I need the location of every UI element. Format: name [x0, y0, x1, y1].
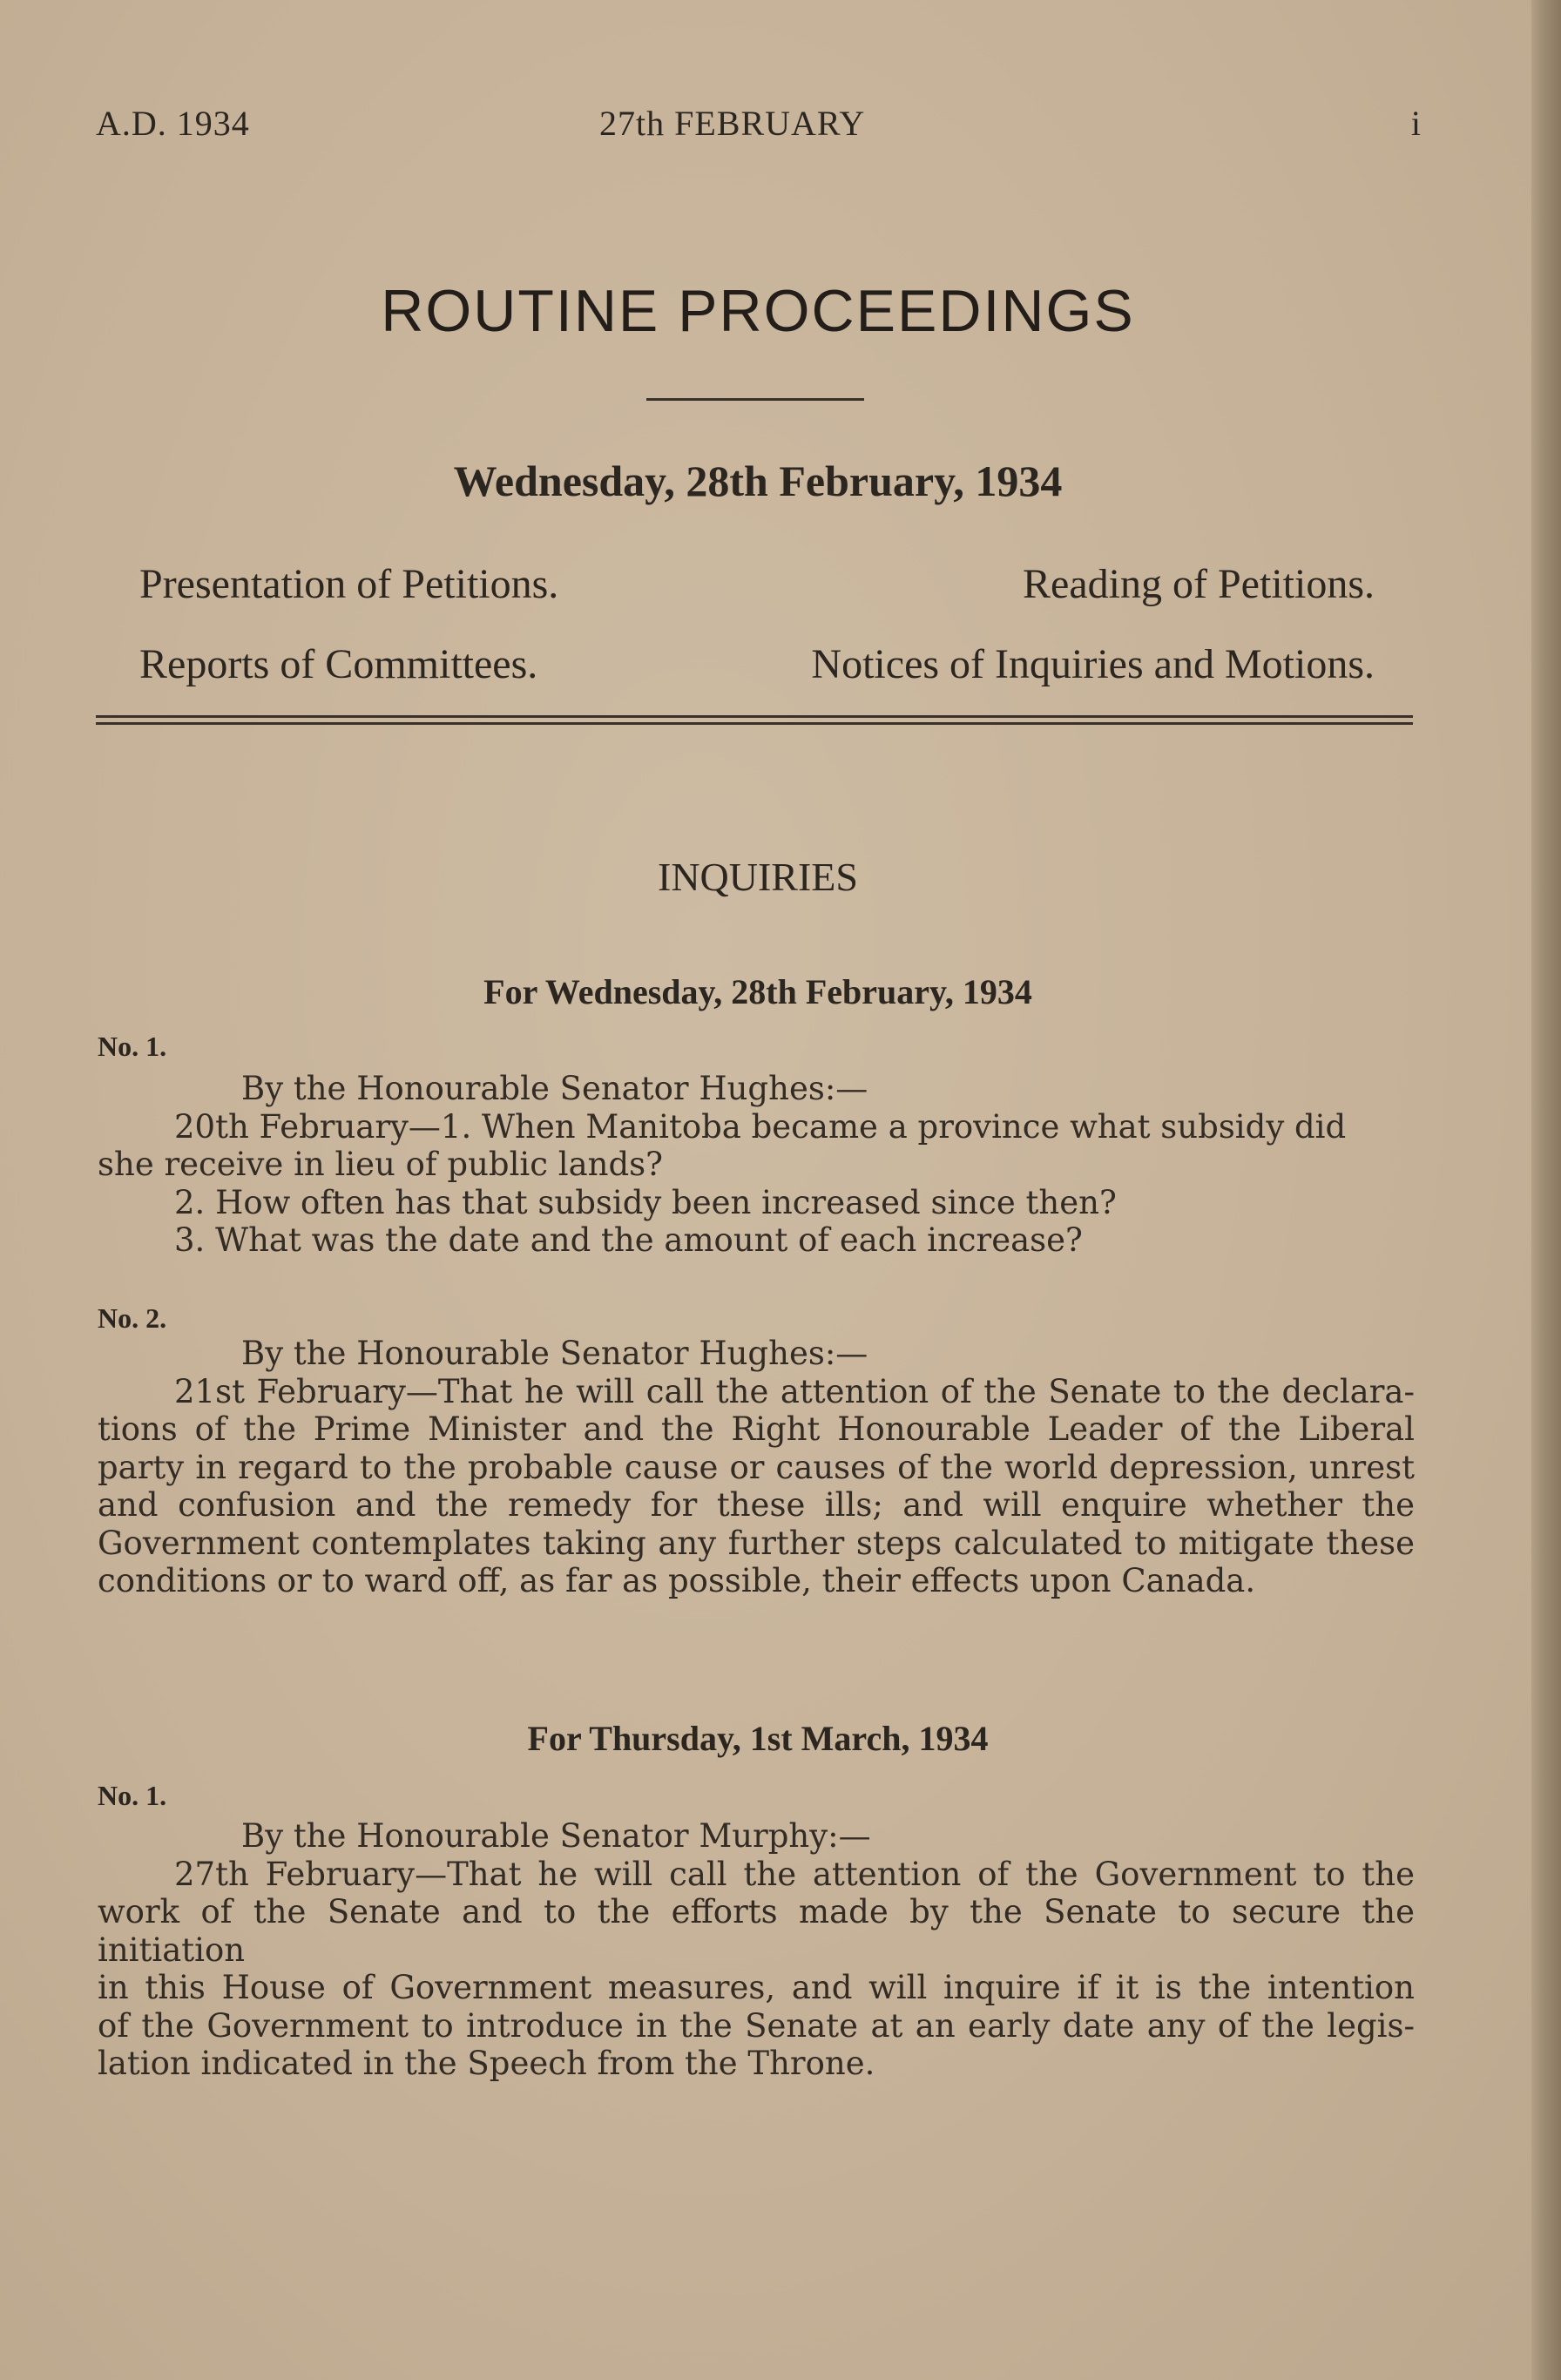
- inquiry-line: 20th February—1. When Manitoba became a province what subsidy did: [174, 1107, 1347, 1146]
- day-heading: For Thursday, 1st March, 1934: [527, 1719, 989, 1758]
- inquiry-text: [98, 1817, 1415, 2083]
- proceeding-item: Reading of Petitions.: [1023, 561, 1375, 607]
- inquiry-line: Government contemplates taking any further steps calculated to mitigate these: [98, 1524, 1415, 1562]
- title-rule: [646, 398, 864, 401]
- inquiry-line: she receive in lieu of public lands?: [98, 1146, 663, 1183]
- inquiry-line: 21st February—That he will call the attention of the Senate to the declara-: [174, 1372, 1415, 1410]
- inquiry-line: of the Government to introduce in the Senate at an early date any of the legis-: [98, 2006, 1415, 2045]
- proceeding-item: Presentation of Petitions.: [139, 561, 559, 607]
- inquiry-line: and confusion and the remedy for these ills; and will enquire whether the: [98, 1486, 1415, 1524]
- page-edge-shadow: [1531, 0, 1561, 2380]
- inquiry-text: [98, 1070, 1415, 1260]
- running-head-year: A.D. 1934: [96, 104, 250, 143]
- running-head-date: 27th FEBRUARY: [599, 104, 866, 143]
- inquiry-line: 3. What was the date and the amount of each increase?: [174, 1221, 1083, 1259]
- page-number: i: [1410, 104, 1422, 143]
- inquiry-number: No. 1.: [98, 1031, 167, 1062]
- inquiry-line: 2. How often has that subsidy been increased since then?: [174, 1183, 1117, 1221]
- section-title: INQUIRIES: [658, 855, 858, 899]
- inquiry-text: [98, 1335, 1415, 1600]
- inquiry-line: tions of the Prime Minister and the Right Honourable Leader of the Liberal: [98, 1410, 1415, 1448]
- inquiry-number: No. 1.: [98, 1780, 167, 1811]
- inquiry-line: conditions or to ward off, as far as possible, their effects upon Canada.: [98, 1562, 1256, 1599]
- inquiry-line: lation indicated in the Speech from the Throne.: [98, 2045, 875, 2082]
- inquiry-mover: By the Honourable Senator Hughes:—: [241, 1070, 868, 1107]
- inquiry-mover: By the Honourable Senator Hughes:—: [241, 1335, 868, 1372]
- inquiry-number: No. 2.: [98, 1302, 167, 1334]
- inquiry-line: work of the Senate and to the efforts made by the Senate to secure the initiation: [98, 1893, 1415, 1969]
- sitting-date: Wednesday, 28th February, 1934: [453, 456, 1063, 505]
- section-divider: [96, 715, 1413, 725]
- day-heading: For Wednesday, 28th February, 1934: [483, 972, 1032, 1011]
- inquiry-line: 27th February—That he will call the attention of the Government to the: [174, 1855, 1415, 1893]
- inquiry-line: in this House of Government measures, and will inquire if it is the intention: [98, 1969, 1415, 2006]
- proceeding-item: Notices of Inquiries and Motions.: [811, 641, 1375, 687]
- proceeding-item: Reports of Committees.: [139, 641, 538, 687]
- inquiry-mover: By the Honourable Senator Murphy:—: [241, 1817, 871, 1855]
- page-title: ROUTINE PROCEEDINGS: [381, 278, 1135, 344]
- running-head: [96, 103, 1422, 146]
- inquiry-line: party in regard to the probable cause or causes of the world depression, unrest: [98, 1448, 1415, 1486]
